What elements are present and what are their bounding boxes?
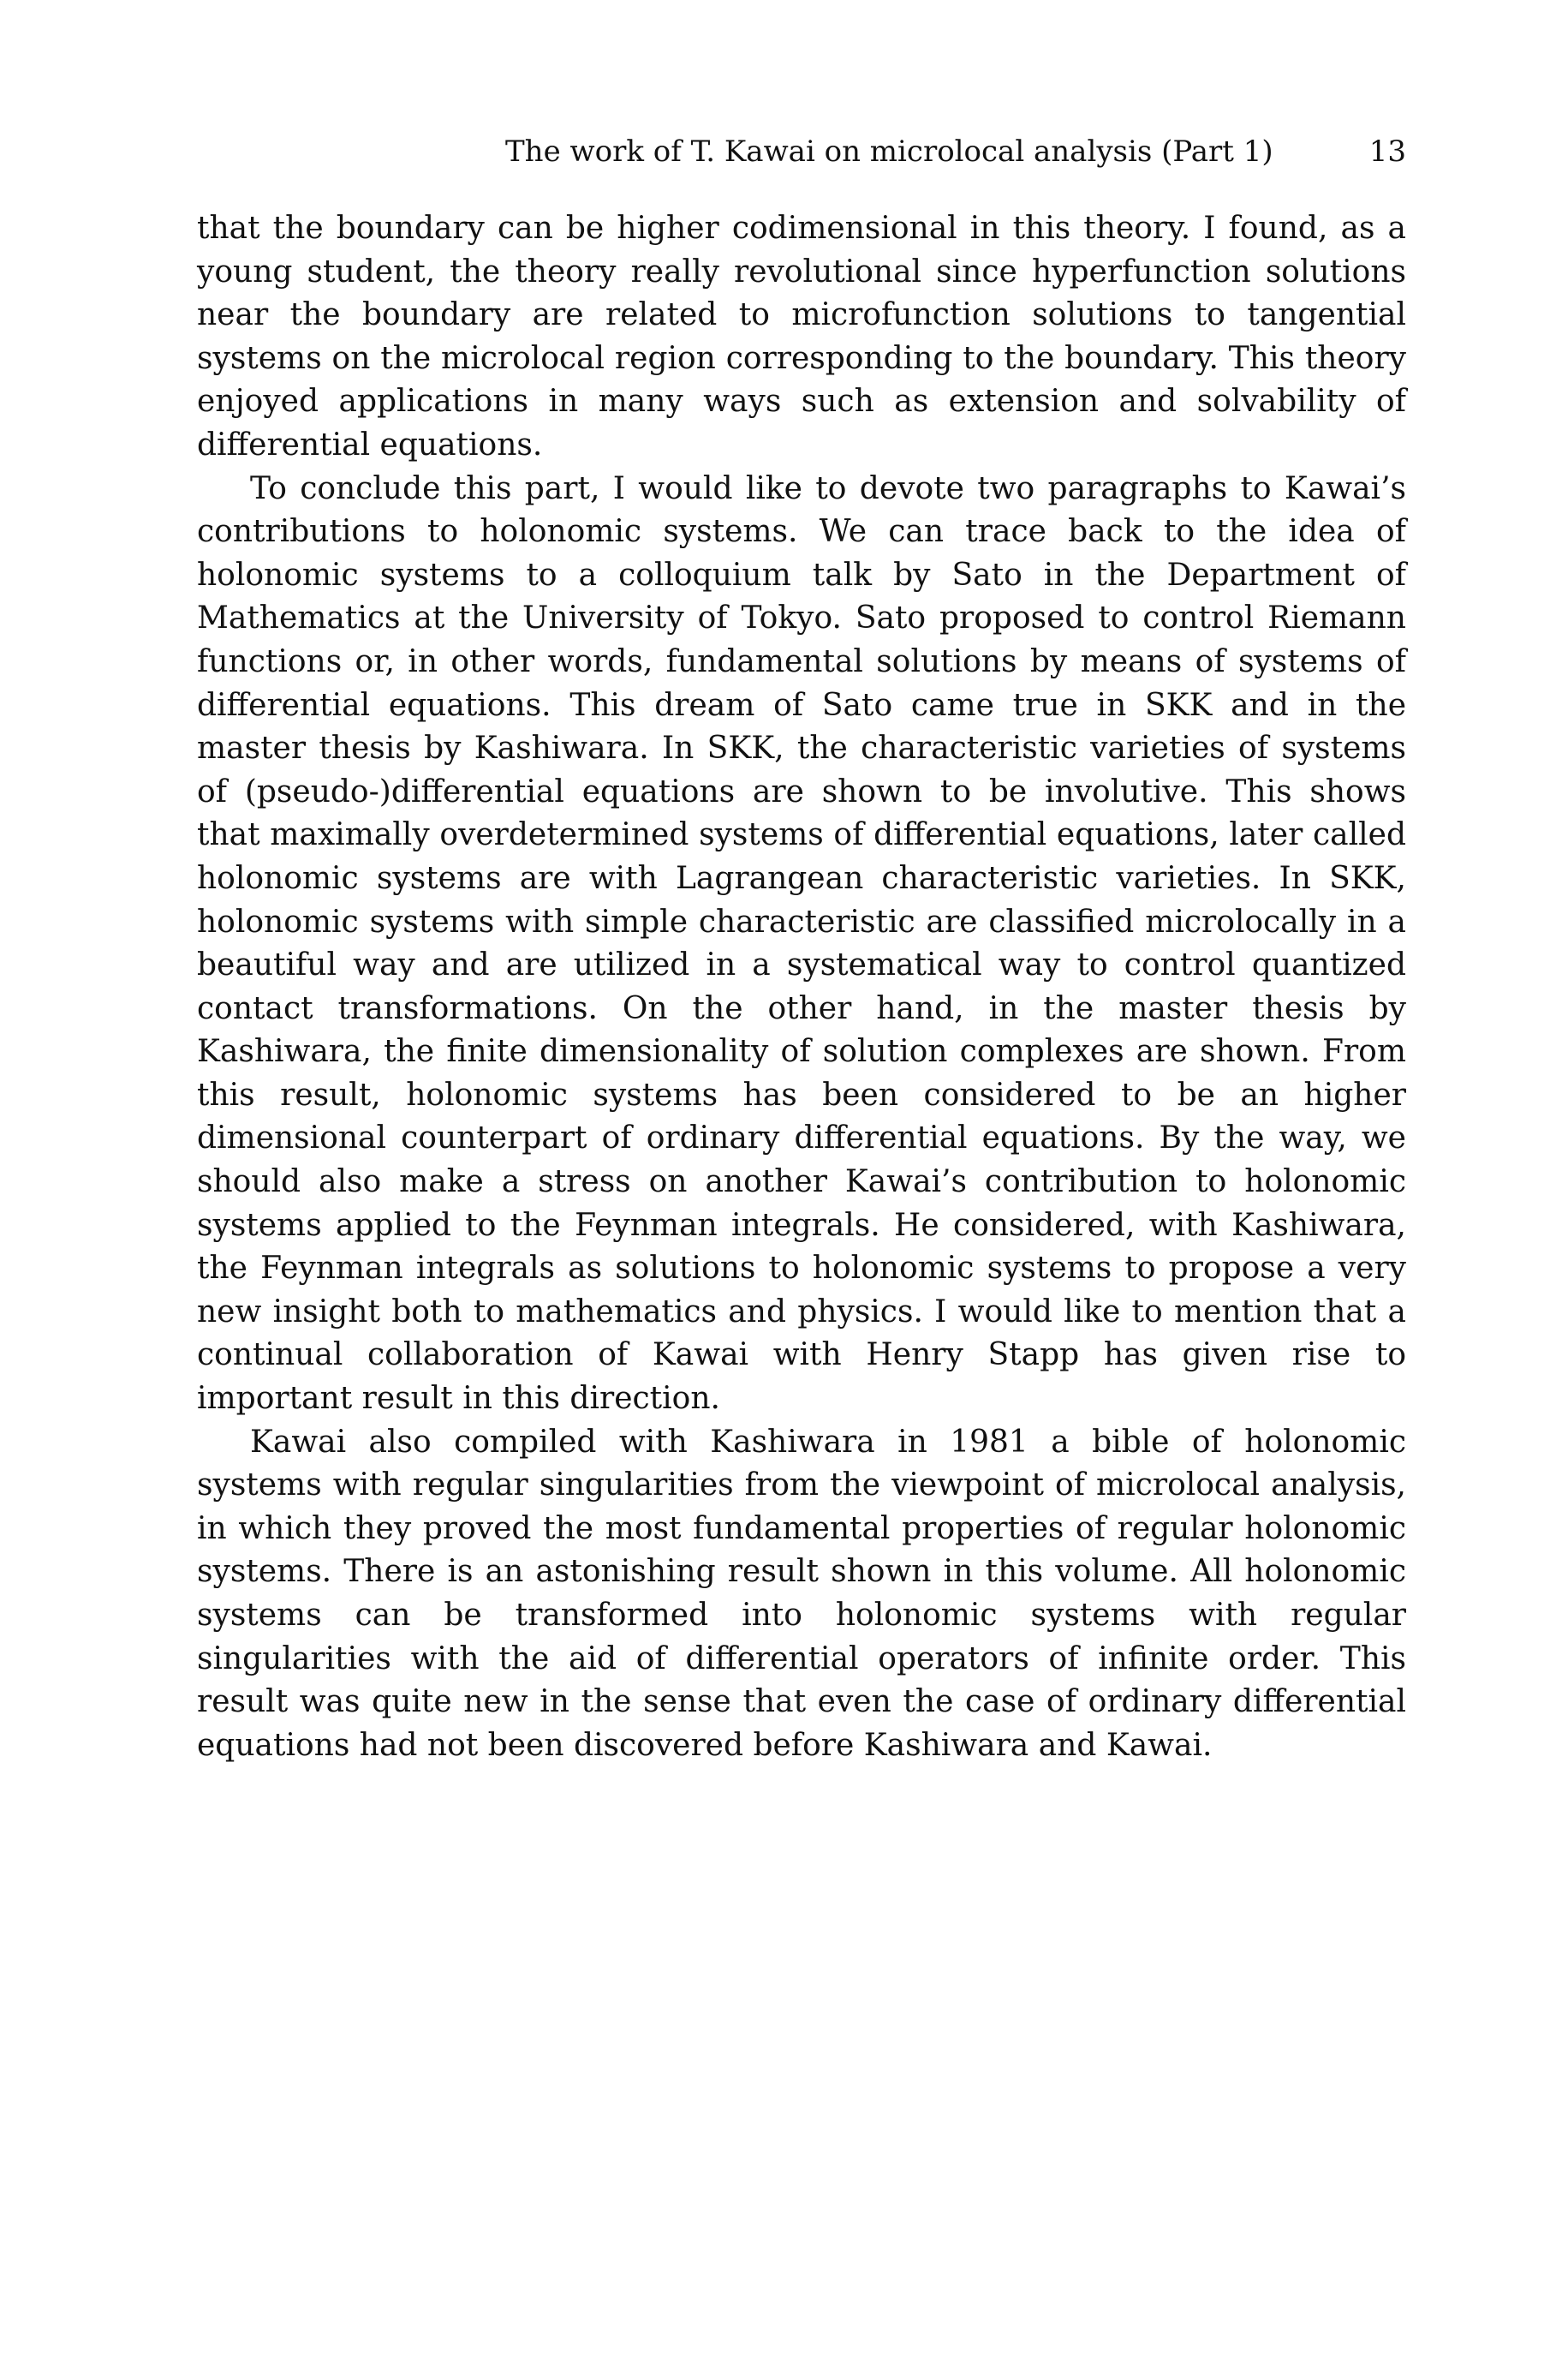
- running-title: The work of T. Kawai on microlocal analysis (Part 1): [505, 134, 1273, 169]
- paragraph-holonomic-contributions: To conclude this part, I would like to devote two paragraphs to Kawai’s contributions to holonomic systems. We can trace back to the idea of holonomic systems to a colloquium talk by Sato in the Department of Mathematics at the University of Tokyo. Sato proposed to control Riemann functions or, in other words, fundamental solutions by means of systems of differential equations. This dream of Sato came true in SKK and in the master thesis by Kashiwara. In SKK, the characteristic varieties of systems of (pseudo-)differential equations are shown to be involutive. This shows that maximally overdetermined systems of differential equations, later called holonomic systems are with Lagrangean characteristic varieties. In SKK, holonomic systems with simple characteristic are classified microlocally in a beautiful way and are utilized in a systematical way to control quantized contact transformations. On the other hand, in the master thesis by Kashiwara, the finite dimensionality of solution complexes are shown. From this result, holonomic systems has been considered to be an higher dimensional counterpart of ordinary differential equations. By the way, we should also make a stress on another Kawai’s contribution to holonomic systems applied to the Feynman integrals. He considered, with Kashiwara, the Feynman integrals as solutions to holonomic systems to propose a very new insight both to mathematics and physics. I would like to mention that a continual collaboration of Kawai with Henry Stapp has given rise to important result in this direction.: [197, 470, 1406, 1417]
- paragraph-regular-singularities: Kawai also compiled with Kashiwara in 1981 a bible of holonomic systems with regular singularities from the viewpoint of microlocal analysis, in which they proved the most fundamental properties of regular holonomic systems. There is an astonishing result shown in this volume. All holonomic systems can be transformed into holonomic systems with regular singularities with the aid of differential operators of infinite order. This result was quite new in the sense that even the case of ordinary differential equations had not been discovered before Kashiwara and Kawai.: [197, 1424, 1406, 1763]
- running-head: [197, 130, 1406, 173]
- page-number: 13: [1368, 134, 1406, 169]
- paragraph-continuation: that the boundary can be higher codimensional in this theory. I found, as a young student, the theory really revolutional since hyperfunction solutions near the boundary are related to microfunction solutions to tangential systems on the microlocal region corresponding to the boundary. This theory enjoyed applications in many ways such as extension and solvability of differential equations.: [197, 211, 1406, 463]
- body-text: [197, 207, 1406, 1767]
